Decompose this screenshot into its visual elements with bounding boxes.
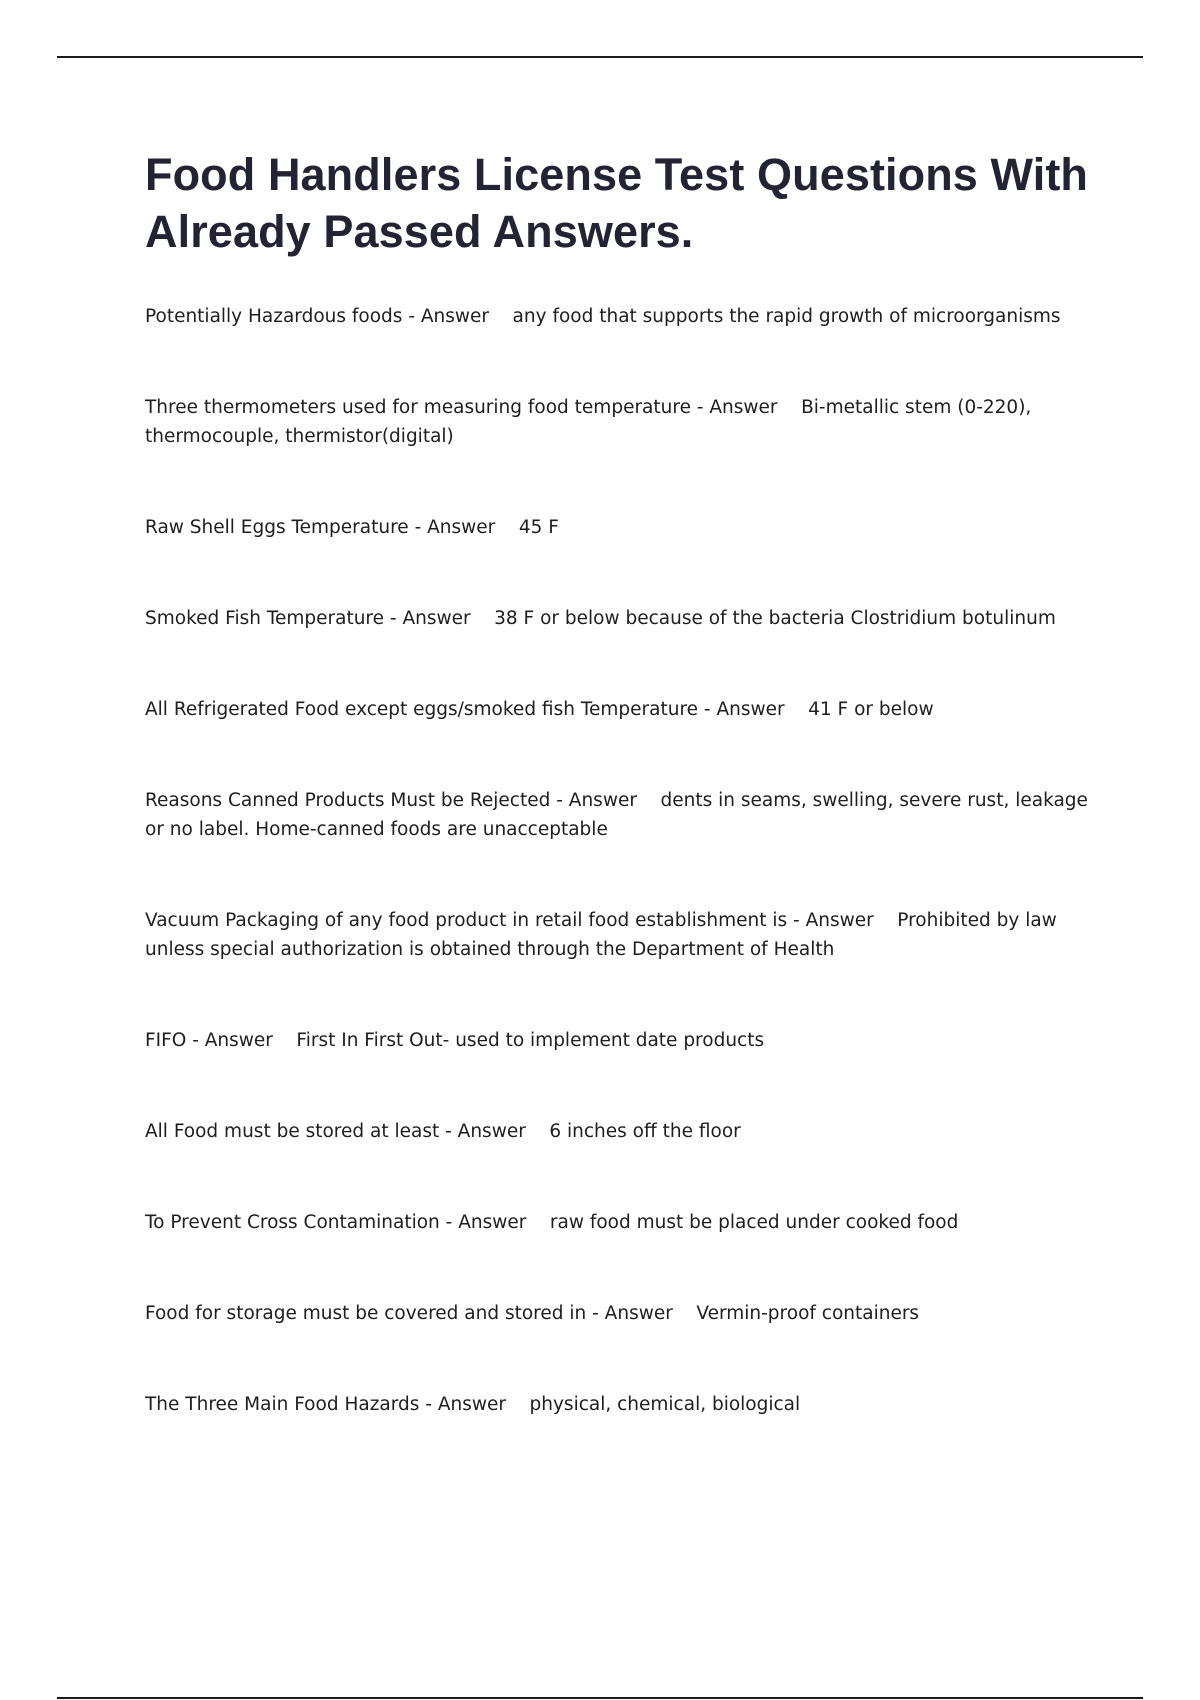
answer-separator: - Answer [439, 1212, 550, 1233]
question-text: Smoked Fish Temperature [145, 608, 385, 629]
qa-item [145, 786, 1090, 844]
qa-item [145, 513, 1090, 542]
answer-text: dents in seams, swelling, severe rust, leakage or no label. Home-canned foods are unacceptable [145, 790, 1088, 840]
answer-text: 38 F or below because of the bacteria Clostridium botulinum [494, 608, 1056, 629]
question-text: The Three Main Food Hazards [145, 1394, 420, 1415]
answer-text: any food that supports the rapid growth of microorganisms [512, 306, 1061, 327]
answer-separator: - Answer [698, 699, 809, 720]
question-text: Raw Shell Eggs Temperature [145, 517, 409, 538]
document-title: Food Handlers License Test Questions With Already Passed Answers. [145, 149, 1088, 257]
qa-list [145, 302, 1090, 1481]
answer-text: 45 F [518, 517, 559, 538]
answer-separator: - Answer [186, 1030, 297, 1051]
answer-text: Bi-metallic stem (0-220), thermocouple, thermistor(digital) [145, 397, 1032, 447]
qa-item [145, 604, 1090, 633]
question-text: All Food must be stored at least [145, 1121, 440, 1142]
answer-text: 6 inches off the floor [549, 1121, 741, 1142]
answer-text: raw food must be placed under cooked food [549, 1212, 959, 1233]
qa-item [145, 695, 1090, 724]
question-text: Potentially Hazardous foods [145, 306, 403, 327]
question-text: Three thermometers used for measuring food temperature [145, 397, 691, 418]
answer-text: Vermin-proof containers [696, 1303, 920, 1324]
answer-separator: - Answer [408, 517, 519, 538]
answer-text: Prohibited by law unless special authorization is obtained through the Department of Health [145, 910, 1057, 960]
header-rule [57, 56, 1143, 58]
answer-separator: - Answer [439, 1121, 550, 1142]
answer-text: First In First Out- used to implement date products [296, 1030, 765, 1051]
question-text: Reasons Canned Products Must be Rejected [145, 790, 551, 811]
qa-item [145, 1117, 1090, 1146]
question-text: Food for storage must be covered and stored in [145, 1303, 587, 1324]
answer-separator: - Answer [550, 790, 661, 811]
answer-separator: - Answer [402, 306, 513, 327]
question-text: FIFO [145, 1030, 187, 1051]
question-text: To Prevent Cross Contamination [145, 1212, 440, 1233]
answer-text: 41 F or below [808, 699, 934, 720]
qa-item [145, 1026, 1090, 1055]
answer-separator: - Answer [384, 608, 495, 629]
qa-item [145, 302, 1090, 331]
qa-item [145, 906, 1090, 964]
qa-item [145, 1208, 1090, 1237]
qa-item [145, 1299, 1090, 1328]
answer-separator: - Answer [690, 397, 802, 418]
question-text: All Refrigerated Food except eggs/smoked fish Temperature [145, 699, 699, 720]
answer-separator: - Answer [419, 1394, 530, 1415]
question-text: Vacuum Packaging of any food product in retail food establishment is [145, 910, 788, 931]
answer-separator: - Answer [586, 1303, 697, 1324]
qa-item [145, 393, 1090, 451]
answer-separator: - Answer [787, 910, 898, 931]
answer-text: physical, chemical, biological [529, 1394, 801, 1415]
qa-item [145, 1390, 1090, 1419]
footer-rule [57, 1697, 1143, 1699]
